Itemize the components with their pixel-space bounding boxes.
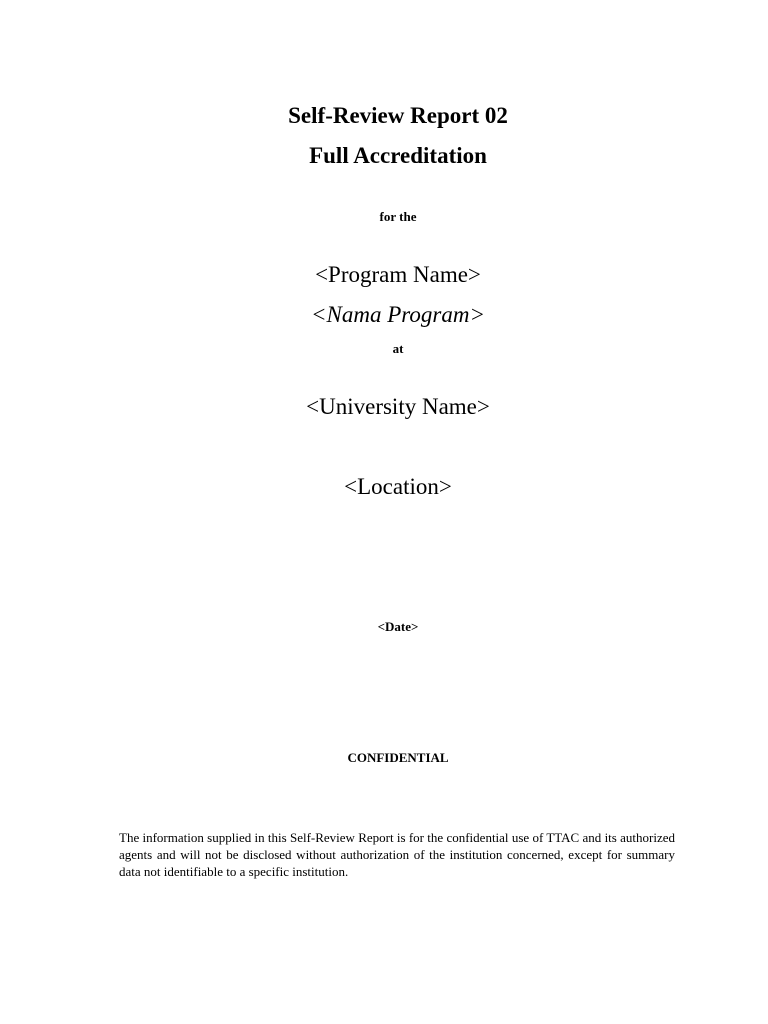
report-title: Self-Review Report 02 [288,103,508,128]
confidentiality-notice: The information supplied in this Self-Review Report is for the confidential use of TTAC and its authorized agents and will not be disclosed without authorization of the institution concerned, except for summary data not identifiable to a specific institution. [119,830,675,879]
report-date: <Date> [377,619,419,634]
for-the-text: for the [379,209,417,224]
confidential-label: CONFIDENTIAL [347,750,449,765]
report-subtitle: Full Accreditation [309,143,487,168]
at-text: at [392,341,404,356]
university-name: <University Name> [306,394,490,419]
program-name: <Program Name> [315,262,481,287]
location: <Location> [344,474,452,499]
program-name-local: <Nama Program> [311,302,485,327]
